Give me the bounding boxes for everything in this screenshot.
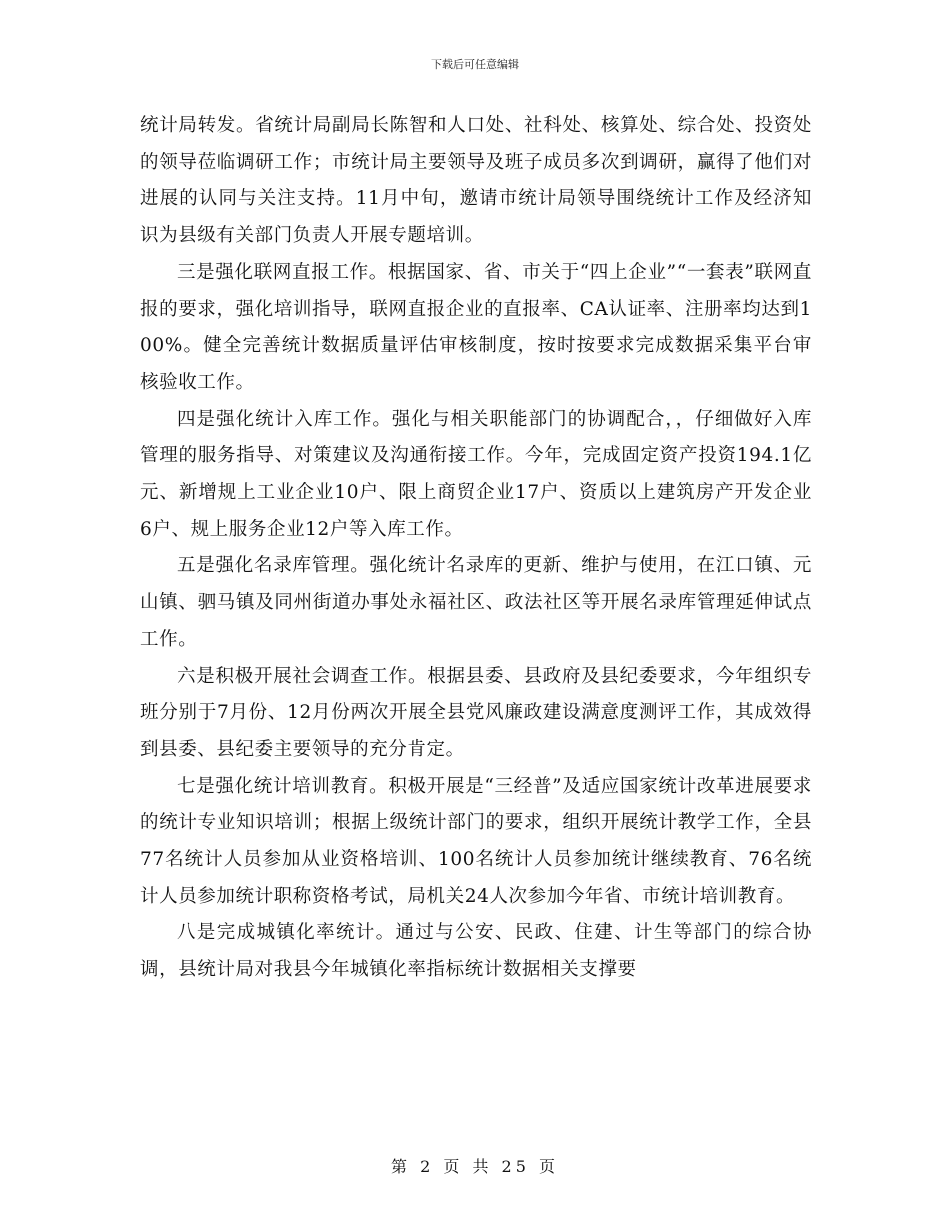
document-body [140,108,812,989]
paragraph-5-directory-management: 五是强化名录库管理。强化统计名录库的更新、维护与使用，在江口镇、元山镇、驷马镇及同州街道办事处永福社区、政法社区等开展名录库管理延伸试点工作。 [140,555,812,650]
paragraph-3-network-reporting: 三是强化联网直报工作。根据国家、省、市关于“四上企业”“一套表”联网直报的要求，强化培训指导，联网直报企业的直报率、CA认证率、注册率均达到100%。健全完善统计数据质量评估审核制度，按时按要求完成数据采集平台审核验收工作。 [140,261,812,393]
paragraph-4-statistics-warehousing: 四是强化统计入库工作。强化与相关职能部门的协调配合，，仔细做好入库管理的服务指导、对策建议及沟通衔接工作。今年，完成固定资产投资194.1亿元、新增规上工业企业10户、限上商贸企业17户、资质以上建筑房产开发企业6户、规上服务企业12户等入库工作。 [140,408,812,540]
page-number-footer: 第 2 页 共 25 页 [391,1157,559,1176]
page-header: 下载后可任意编辑 [431,58,519,71]
paragraph-7-training-education: 七是强化统计培训教育。积极开展是“三经普”及适应国家统计改革进展要求的统计专业知识培训；根据上级统计部门的要求，组织开展统计教学工作，全县77名统计人员参加从业资格培训、100名统计人员参加统计继续教育、76名统计人员参加统计职称资格考试，局机关24人次参加今年省、市统计培训教育。 [140,775,812,907]
paragraph-6-social-survey: 六是积极开展社会调查工作。根据县委、县政府及县纪委要求，今年组织专班分别于7月份、12月份两次开展全县党风廉政建设满意度测评工作，其成效得到县委、县纪委主要领导的充分肯定。 [140,665,812,760]
paragraph-continuation: 统计局转发。省统计局副局长陈智和人口处、社科处、核算处、综合处、投资处的领导莅临调研工作；市统计局主要领导及班子成员多次到调研，赢得了他们对进展的认同与关注支持。11月中旬，邀请市统计局领导围绕统计工作及经济知识为县级有关部门负责人开展专题培训。 [140,115,812,247]
paragraph-8-urbanization-rate: 八是完成城镇化率统计。通过与公安、民政、住建、计生等部门的综合协调，县统计局对我县今年城镇化率指标统计数据相关支撑要 [140,922,812,981]
